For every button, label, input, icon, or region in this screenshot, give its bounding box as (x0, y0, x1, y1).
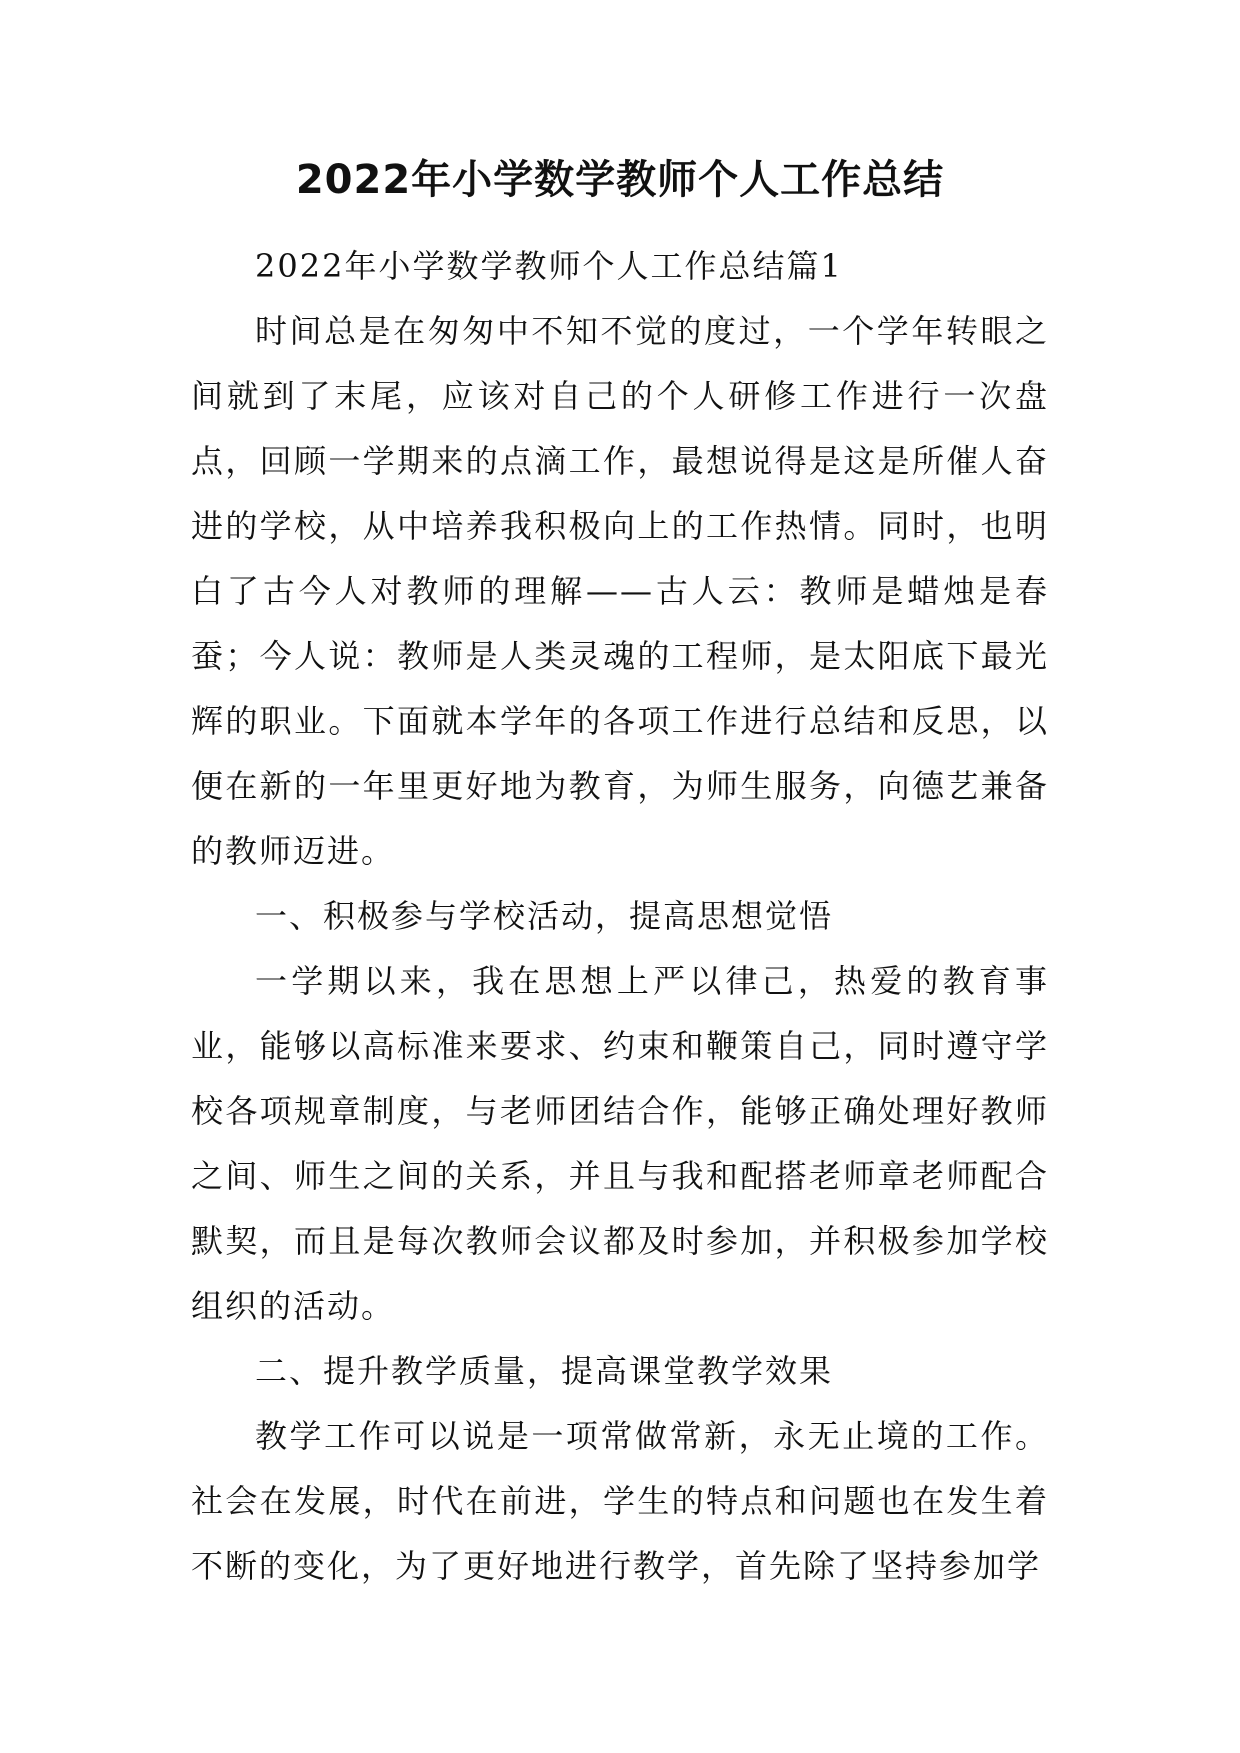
document-body (191, 234, 1049, 1599)
section-heading-2: 二、提升教学质量，提高课堂教学效果 (255, 1352, 834, 1390)
intro-paragraph: 时间总是在匆匆中不知不觉的度过，一个学年转眼之间就到了末尾，应该对自己的个人研修工作进行一次盘点，回顾一学期来的点滴工作，最想说得是这是所催人奋进的学校，从中培养我积极向上的工作热情。同时，也明白了古今人对教师的理解——古人云：教师是蜡烛是春蚕；今人说：教师是人类灵魂的工程师，是太阳底下最光辉的职业。下面就本学年的各项工作进行总结和反思，以便在新的一年里更好地为教育，为师生服务，向德艺兼备的教师迈进。 (191, 312, 1049, 870)
section-2-paragraph: 教学工作可以说是一项常做常新，永无止境的工作。社会在发展，时代在前进，学生的特点和问题也在发生着不断的变化，为了更好地进行教学，首先除了坚持参加学 (191, 1417, 1049, 1585)
subtitle-paragraph: 2022年小学数学教师个人工作总结篇1 (255, 247, 843, 285)
section-heading-1: 一、积极参与学校活动，提高思想觉悟 (255, 897, 834, 935)
section-1-paragraph: 一学期以来，我在思想上严以律己，热爱的教育事业，能够以高标准来要求、约束和鞭策自己，同时遵守学校各项规章制度，与老师团结合作，能够正确处理好教师之间、师生之间的关系，并且与我和配搭老师章老师配合默契，而且是每次教师会议都及时参加，并积极参加学校组织的活动。 (191, 962, 1049, 1325)
document-title: 2022年小学数学教师个人工作总结 (295, 157, 945, 203)
